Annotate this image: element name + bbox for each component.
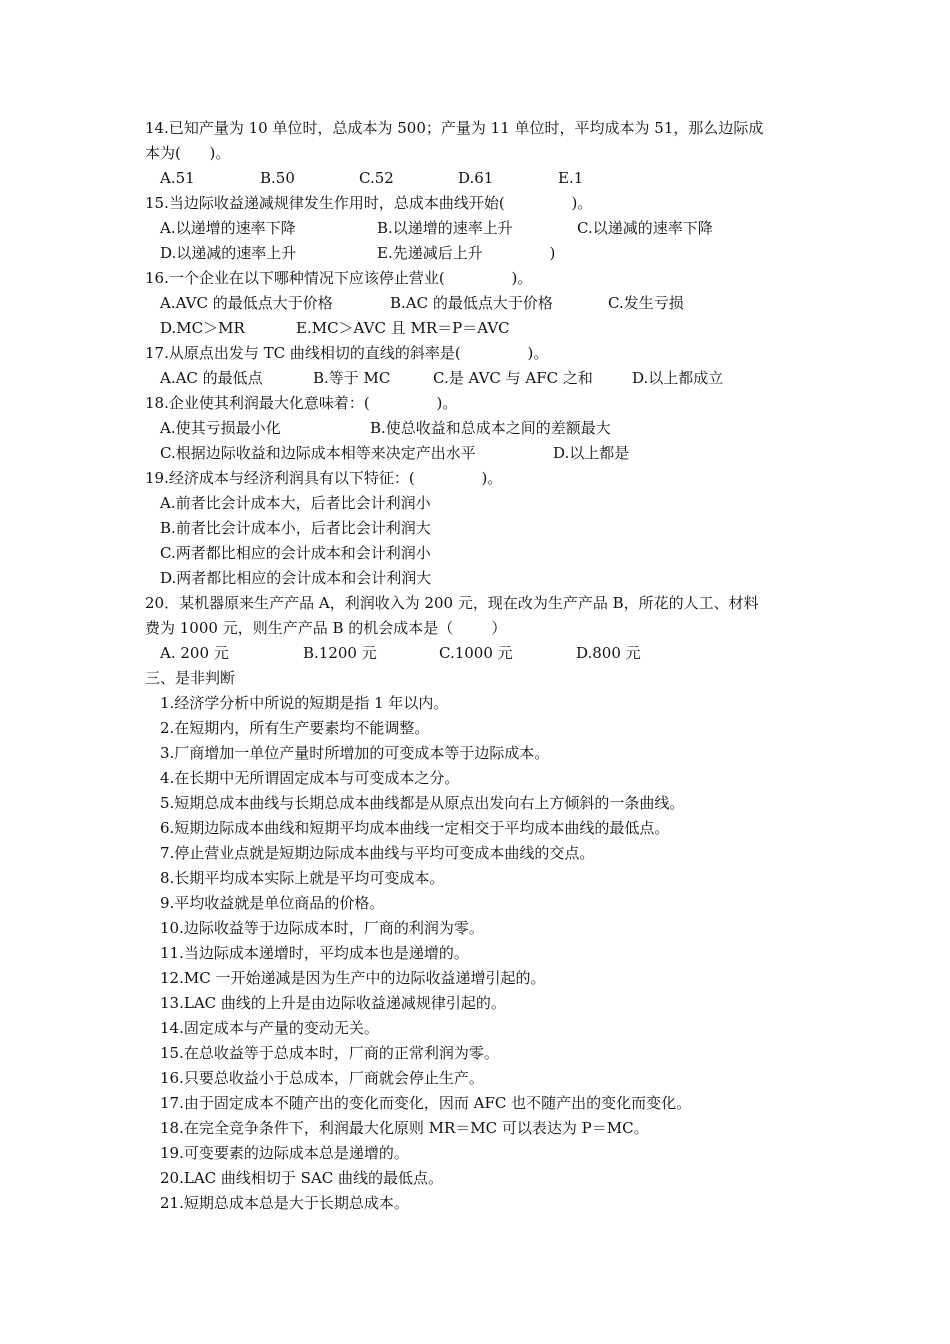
section-3-title: 三、是非判断 [145, 669, 236, 687]
q14-option-c: C.52 [359, 169, 394, 187]
q18-stem: 18.企业使其利润最大化意味着：( )。 [145, 394, 458, 412]
q18-option-a: A.使其亏损最小化 [160, 419, 281, 437]
tf-item-20: 20.LAC 曲线相切于 SAC 曲线的最低点。 [160, 1169, 444, 1187]
q18-option-d: D.以上都是 [553, 444, 630, 462]
q20-option-c: C.1000 元 [439, 644, 513, 662]
q19-option-c: C.两者都比相应的会计成本和会计利润小 [160, 544, 431, 562]
q19-stem: 19.经济成本与经济利润具有以下特征：( )。 [145, 469, 503, 487]
q16-stem: 16.一个企业在以下哪种情况下应该停止营业( )。 [145, 269, 533, 287]
q15-option-d: D.以递减的速率上升 [160, 244, 297, 262]
q16-option-b: B.AC 的最低点大于价格 [390, 294, 553, 312]
tf-item-11: 11.当边际成本递增时，平均成本也是递增的。 [160, 944, 469, 962]
q16-option-d: D.MC＞MR [160, 319, 245, 337]
tf-item-4: 4.在长期中无所谓固定成本与可变成本之分。 [160, 769, 460, 787]
q20-stem-line1: 20．某机器原来生产产品 A，利润收入为 200 元，现在改为生产产品 B，所花的人工、材料 [145, 594, 759, 612]
q15-option-e: E.先递减后上升 ) [377, 244, 556, 262]
tf-item-1: 1.经济学分析中所说的短期是指 1 年以内。 [160, 694, 449, 712]
tf-item-6: 6.短期边际成本曲线和短期平均成本曲线一定相交于平均成本曲线的最低点。 [160, 819, 670, 837]
q20-option-d: D.800 元 [576, 644, 641, 662]
tf-item-7: 7.停止营业点就是短期边际成本曲线与平均可变成本曲线的交点。 [160, 844, 595, 862]
q17-option-c: C.是 AVC 与 AFC 之和 [433, 369, 593, 387]
q20-stem-line2: 费为 1000 元，则生产产品 B 的机会成本是（ ） [145, 619, 507, 637]
q14-option-a: A.51 [160, 169, 195, 187]
q19-option-b: B.前者比会计成本小，后者比会计利润大 [160, 519, 431, 537]
q15-stem: 15.当边际收益递减规律发生作用时，总成本曲线开始( )。 [145, 194, 593, 212]
q19-option-a: A.前者比会计成本大，后者比会计利润小 [160, 494, 431, 512]
q15-option-b: B.以递增的速率上升 [377, 219, 513, 237]
q18-option-b: B.使总收益和总成本之间的差额最大 [370, 419, 611, 437]
q20-option-b: B.1200 元 [303, 644, 377, 662]
tf-item-13: 13.LAC 曲线的上升是由边际收益递减规律引起的。 [160, 994, 506, 1012]
q15-option-c: C.以递减的速率下降 [577, 219, 713, 237]
tf-item-3: 3.厂商增加一单位产量时所增加的可变成本等于边际成本。 [160, 744, 550, 762]
tf-item-19: 19.可变要素的边际成本总是递增的。 [160, 1144, 409, 1162]
q19-option-d: D.两者都比相应的会计成本和会计利润大 [160, 569, 432, 587]
tf-item-18: 18.在完全竞争条件下，利润最大化原则 MR＝MC 可以表达为 P＝MC。 [160, 1119, 649, 1137]
tf-item-21: 21.短期总成本总是大于长期总成本。 [160, 1194, 409, 1212]
q17-option-b: B.等于 MC [313, 369, 391, 387]
q14-option-d: D.61 [458, 169, 494, 187]
q18-option-c: C.根据边际收益和边际成本相等来决定产出水平 [160, 444, 476, 462]
tf-item-8: 8.长期平均成本实际上就是平均可变成本。 [160, 869, 445, 887]
q16-option-a: A.AVC 的最低点大于价格 [160, 294, 333, 312]
q15-option-a: A.以递增的速率下降 [160, 219, 296, 237]
q20-option-a: A. 200 元 [160, 644, 229, 662]
q14-option-e: E.1 [558, 169, 584, 187]
q14-stem-line1: 14.已知产量为 10 单位时，总成本为 500；产量为 11 单位时，平均成本为 51，那么边际成 [145, 119, 764, 137]
q17-option-a: A.AC 的最低点 [160, 369, 263, 387]
tf-item-17: 17.由于固定成本不随产出的变化而变化，因而 AFC 也不随产出的变化而变化。 [160, 1094, 692, 1112]
tf-item-15: 15.在总收益等于总成本时，厂商的正常利润为零。 [160, 1044, 499, 1062]
q16-option-c: C.发生亏损 [608, 294, 684, 312]
tf-item-16: 16.只要总收益小于总成本，厂商就会停止生产。 [160, 1069, 484, 1087]
tf-item-14: 14.固定成本与产量的变动无关。 [160, 1019, 379, 1037]
tf-item-2: 2.在短期内，所有生产要素均不能调整。 [160, 719, 430, 737]
q14-option-b: B.50 [260, 169, 295, 187]
q17-stem: 17.从原点出发与 TC 曲线相切的直线的斜率是( )。 [145, 344, 549, 362]
q17-option-d: D.以上都成立 [632, 369, 724, 387]
tf-item-9: 9.平均收益就是单位商品的价格。 [160, 894, 385, 912]
q16-option-e: E.MC＞AVC 且 MR＝P＝AVC [296, 319, 510, 337]
tf-item-10: 10.边际收益等于边际成本时，厂商的利润为零。 [160, 919, 484, 937]
tf-item-12: 12.MC 一开始递减是因为生产中的边际收益递增引起的。 [160, 969, 546, 987]
tf-item-5: 5.短期总成本曲线与长期总成本曲线都是从原点出发向右上方倾斜的一条曲线。 [160, 794, 685, 812]
q14-stem-line2: 本为( )。 [145, 144, 231, 162]
